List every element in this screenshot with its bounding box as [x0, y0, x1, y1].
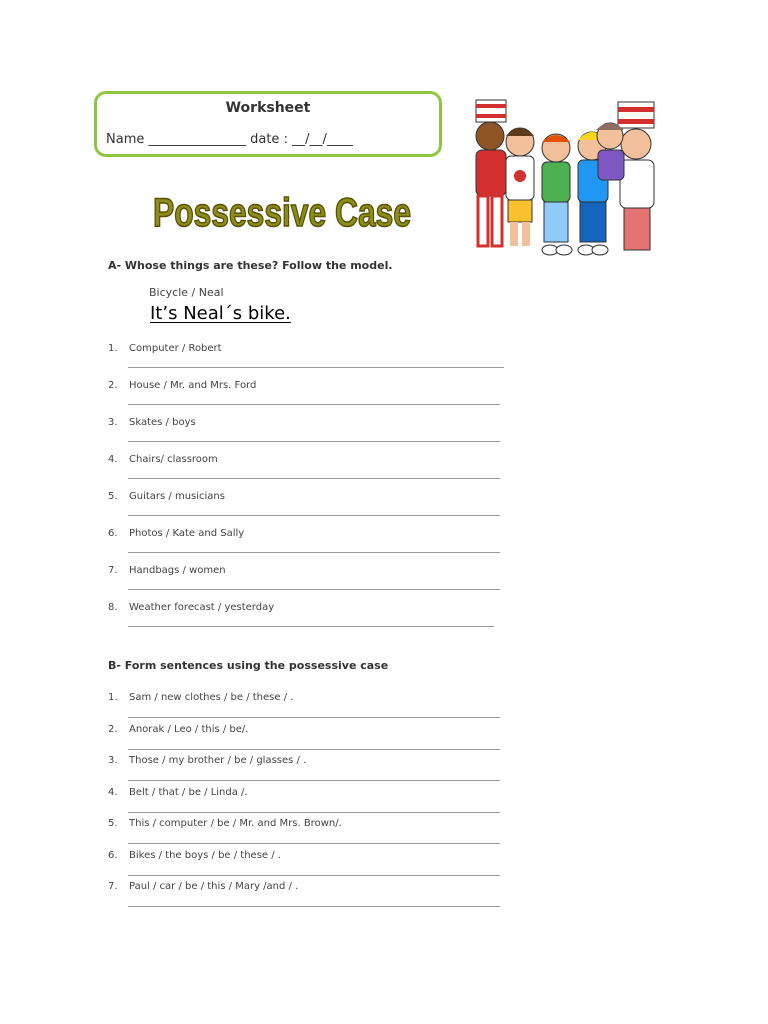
item-prompt: Belt / that / be / Linda /.	[129, 786, 248, 798]
item-number: 7.	[108, 565, 118, 576]
name-date-line: Name _______________ date : __/__/____	[106, 132, 353, 147]
item-number: 2.	[108, 723, 118, 735]
answer-line[interactable]	[128, 812, 500, 813]
answer-line[interactable]	[128, 367, 504, 368]
model-prompt: Bicycle / Neal	[149, 286, 224, 299]
section-a-heading: A- Whose things are these? Follow the model.	[108, 259, 393, 272]
kid-figure	[596, 123, 624, 180]
exercise-item	[0, 565, 768, 595]
section-b-heading: B- Form sentences using the possessive case	[108, 659, 389, 672]
item-prompt: Weather forecast / yesterday	[129, 602, 275, 613]
model-answer: It’s Neal´s bike.	[150, 303, 291, 324]
exercise-item	[0, 787, 768, 817]
exercise-item	[0, 528, 768, 558]
item-number: 4.	[108, 786, 118, 798]
page-title-art	[153, 180, 413, 240]
item-prompt: House / Mr. and Mrs. Ford	[129, 380, 257, 391]
item-prompt: Photos / Kate and Sally	[129, 528, 245, 539]
item-number: 4.	[108, 454, 118, 465]
exercise-item	[0, 343, 768, 373]
item-prompt: Skates / boys	[129, 417, 196, 428]
exercise-item	[0, 380, 768, 410]
answer-line[interactable]	[128, 875, 500, 876]
item-prompt: Computer / Robert	[129, 343, 222, 354]
item-prompt: Sam / new clothes / be / these / .	[129, 692, 294, 703]
item-number: 6.	[108, 849, 118, 861]
answer-line[interactable]	[128, 441, 500, 442]
worksheet-header-box	[94, 91, 442, 157]
item-number: 1.	[108, 343, 118, 354]
item-number: 8.	[108, 602, 118, 613]
answer-line[interactable]	[128, 552, 500, 553]
exercise-item	[0, 491, 768, 521]
page-title	[153, 180, 413, 240]
answer-line[interactable]	[128, 589, 500, 590]
exercise-item	[0, 818, 768, 848]
item-number: 7.	[108, 881, 118, 892]
exercise-item	[0, 602, 768, 632]
item-prompt: Guitars / musicians	[129, 491, 225, 502]
kids-illustration	[468, 92, 680, 268]
answer-line[interactable]	[128, 626, 494, 627]
item-number: 2.	[108, 380, 118, 391]
item-prompt: Anorak / Leo / this / be/.	[129, 723, 249, 735]
worksheet-title: Worksheet	[225, 100, 311, 116]
exercise-item	[0, 755, 768, 785]
item-prompt: Those / my brother / be / glasses / .	[129, 755, 307, 766]
item-prompt: Bikes / the boys / be / these / .	[129, 849, 281, 861]
answer-line[interactable]	[128, 843, 500, 844]
item-prompt: Handbags / women	[129, 565, 226, 576]
exercise-item	[0, 417, 768, 447]
item-prompt: Chairs/ classroom	[129, 454, 218, 465]
kid-figure	[476, 100, 506, 246]
item-number: 6.	[108, 528, 118, 539]
exercise-item	[0, 850, 768, 880]
kid-figure	[506, 128, 534, 246]
item-prompt: This / computer / be / Mr. and Mrs. Brown/.	[129, 818, 342, 829]
answer-line[interactable]	[128, 717, 500, 718]
exercise-item	[0, 692, 768, 722]
exercise-item	[0, 454, 768, 484]
answer-line[interactable]	[128, 749, 500, 750]
exercise-item	[0, 724, 768, 754]
page-title-text: Possessive Case	[153, 191, 411, 235]
item-number: 5.	[108, 818, 118, 829]
item-number: 3.	[108, 755, 118, 766]
item-number: 5.	[108, 491, 118, 502]
answer-line[interactable]	[128, 515, 500, 516]
kid-figure	[542, 134, 572, 255]
exercise-item	[0, 881, 768, 911]
answer-line[interactable]	[128, 906, 500, 907]
item-number: 1.	[108, 692, 118, 703]
answer-line[interactable]	[128, 478, 500, 479]
answer-line[interactable]	[128, 404, 500, 405]
item-number: 3.	[108, 417, 118, 428]
answer-line[interactable]	[128, 780, 500, 781]
item-prompt: Paul / car / be / this / Mary /and / .	[129, 881, 299, 892]
